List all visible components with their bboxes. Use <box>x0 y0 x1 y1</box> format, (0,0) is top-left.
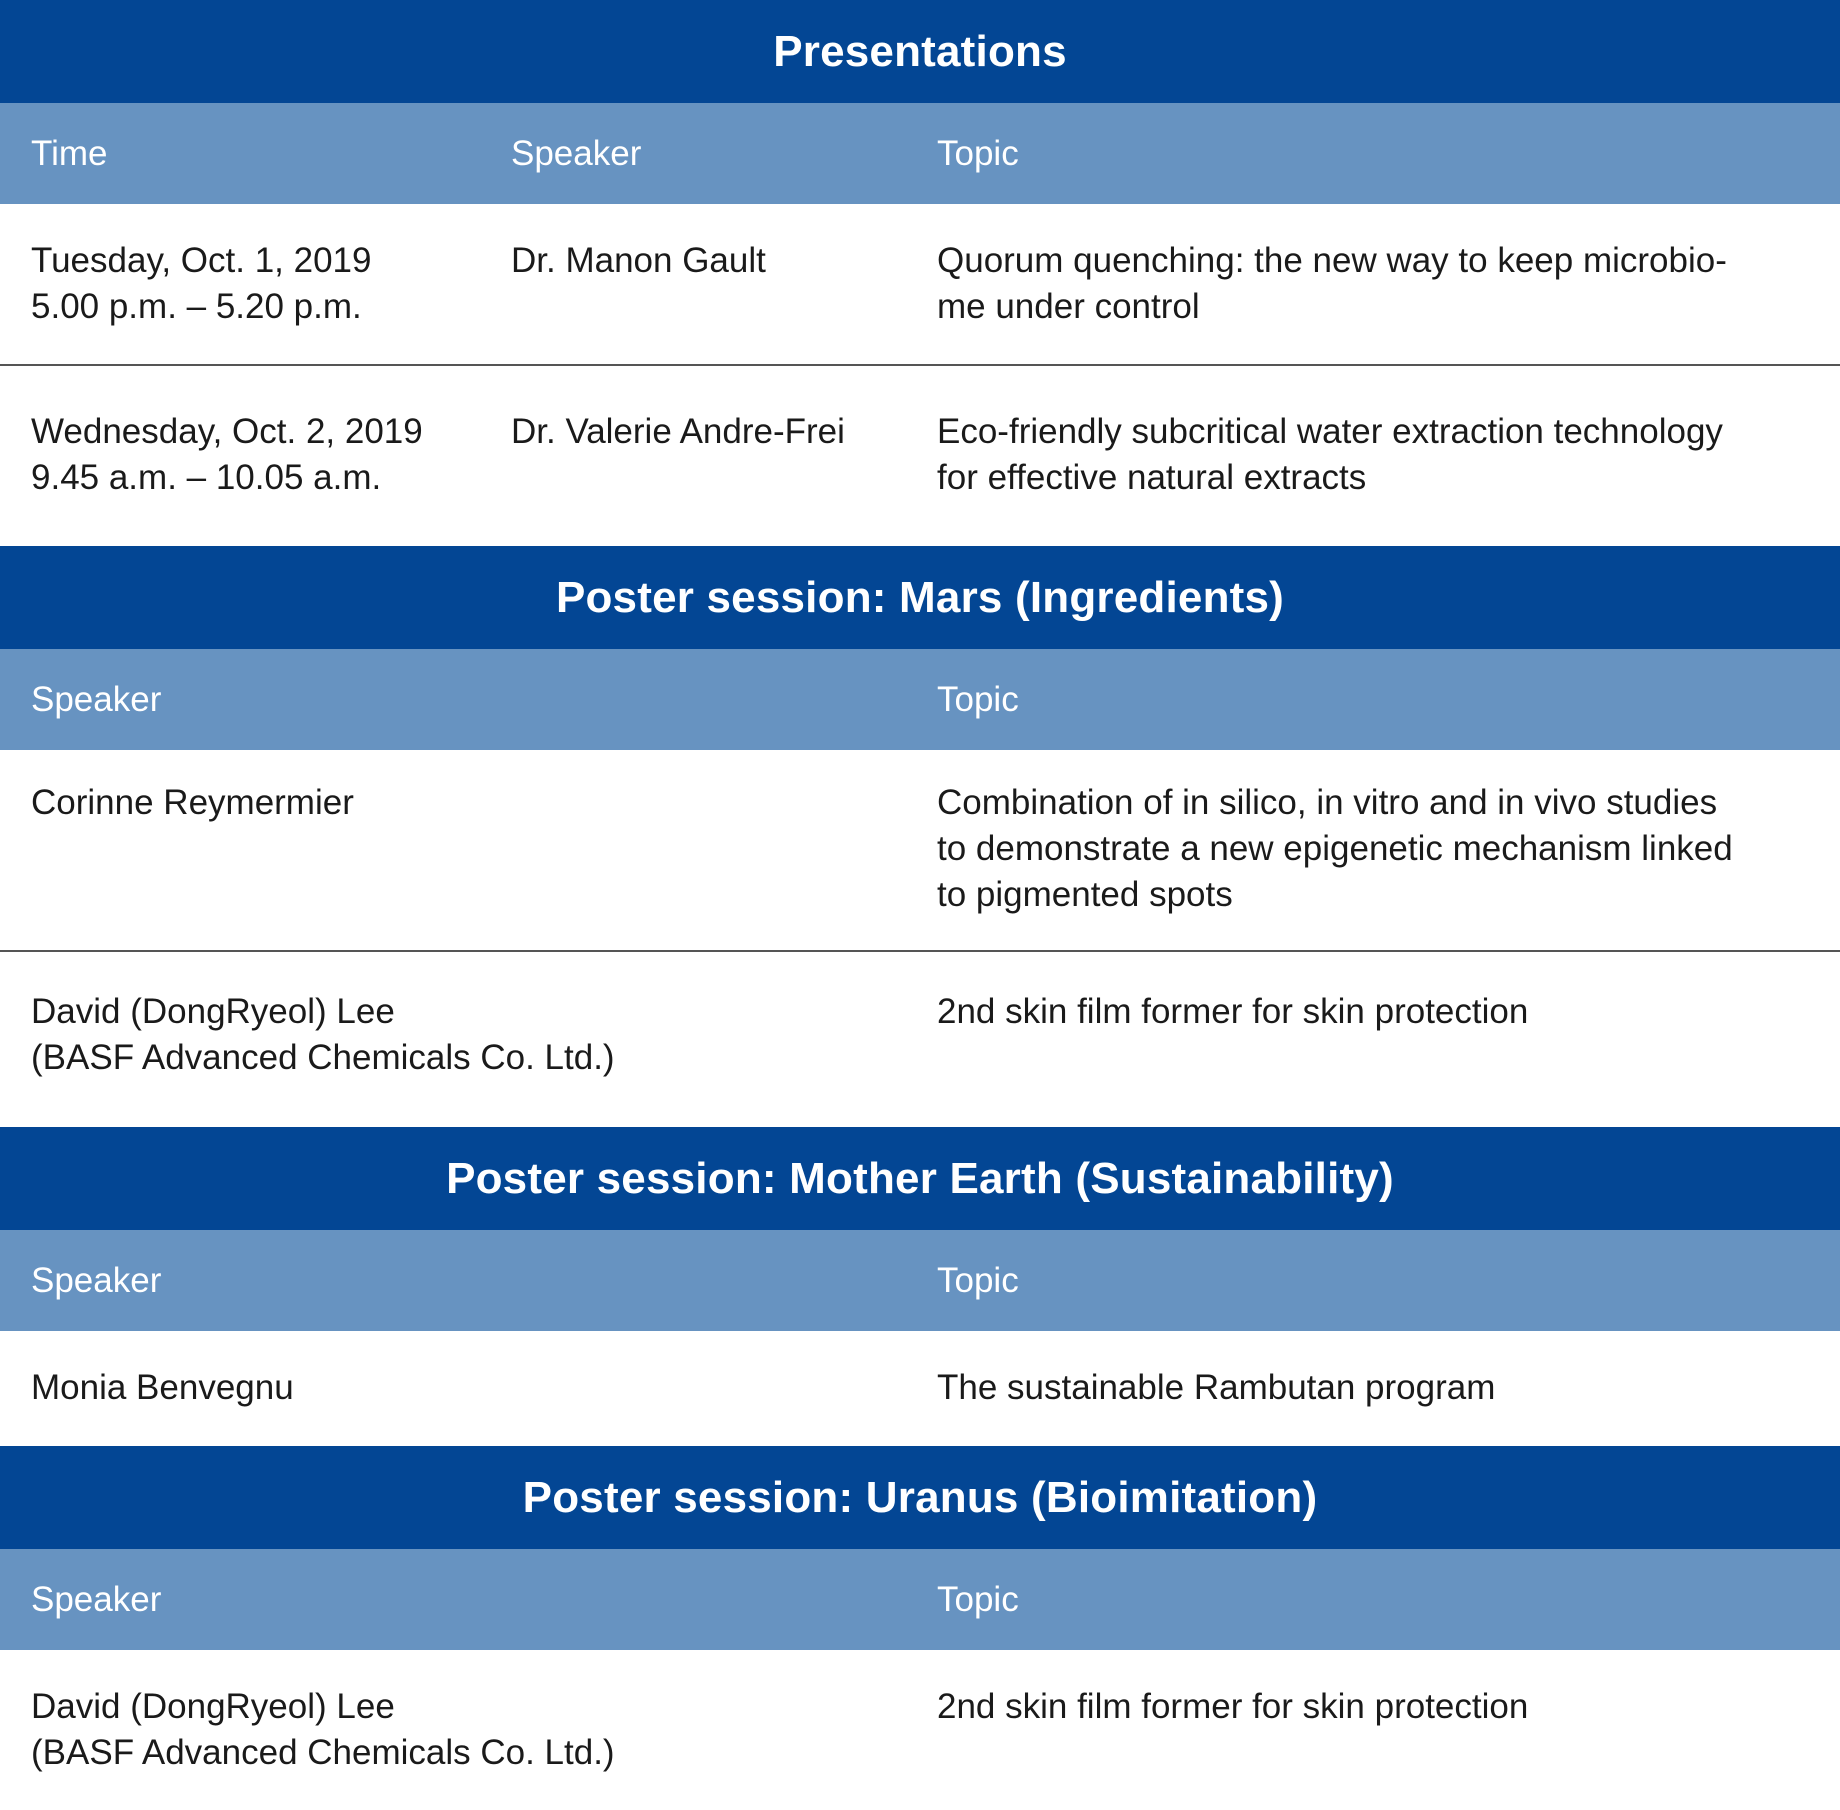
topic-line: me under control <box>937 287 1200 326</box>
speaker-cell <box>0 780 937 950</box>
earth-column-headers <box>0 1230 1840 1331</box>
header-topic: Topic <box>937 1579 1019 1619</box>
table-row <box>0 952 1840 1127</box>
header-topic: Topic <box>937 133 1019 173</box>
header-speaker: Speaker <box>511 133 642 173</box>
speaker-name: David (DongRyeol) Lee <box>31 992 395 1031</box>
topic-cell <box>937 780 1840 950</box>
header-speaker: Speaker <box>31 1579 162 1619</box>
header-speaker: Speaker <box>31 1260 162 1300</box>
presentations-column-headers <box>0 103 1840 204</box>
topic-line: Eco-friendly subcritical water extraction technology <box>937 412 1723 451</box>
table-row <box>0 204 1840 364</box>
table-row <box>0 1331 1840 1446</box>
time-cell <box>0 238 511 364</box>
table-row <box>0 366 1840 546</box>
topic-line: 2nd skin film former for skin protection <box>937 1687 1529 1726</box>
speaker-name: Corinne Reymermier <box>31 783 354 822</box>
mars-session-title: Poster session: Mars (Ingredients) <box>0 546 1840 649</box>
time-text: 5.00 p.m. – 5.20 p.m. <box>31 287 362 326</box>
topic-line: 2nd skin film former for skin protection <box>937 992 1529 1031</box>
header-time: Time <box>31 133 108 173</box>
topic-line: The sustainable Rambutan program <box>937 1368 1496 1407</box>
speaker-cell <box>0 1365 937 1446</box>
topic-line: to demonstrate a new epigenetic mechanism linked <box>937 829 1733 868</box>
topic-cell <box>937 1365 1840 1446</box>
speaker-cell <box>0 1684 937 1810</box>
topic-cell <box>937 989 1840 1127</box>
date-text: Wednesday, Oct. 2, 2019 <box>31 412 423 451</box>
speaker-affiliation: (BASF Advanced Chemicals Co. Ltd.) <box>31 1038 615 1077</box>
header-speaker: Speaker <box>31 679 162 719</box>
date-text: Tuesday, Oct. 1, 2019 <box>31 241 372 280</box>
topic-cell <box>937 409 1840 546</box>
header-topic: Topic <box>937 679 1019 719</box>
time-text: 9.45 a.m. – 10.05 a.m. <box>31 458 382 497</box>
topic-line: to pigmented spots <box>937 875 1233 914</box>
earth-session-title: Poster session: Mother Earth (Sustainability) <box>0 1127 1840 1230</box>
uranus-session-title: Poster session: Uranus (Bioimitation) <box>0 1446 1840 1549</box>
table-row <box>0 1650 1840 1810</box>
mars-column-headers <box>0 649 1840 750</box>
speaker-cell: Dr. Valerie Andre-Frei <box>511 412 845 451</box>
topic-cell <box>937 238 1840 364</box>
uranus-column-headers <box>0 1549 1840 1650</box>
speaker-name: Monia Benvegnu <box>31 1368 294 1407</box>
topic-line: Combination of in silico, in vitro and in vivo studies <box>937 783 1718 822</box>
speaker-cell: Dr. Manon Gault <box>511 241 766 280</box>
topic-line: Quorum quenching: the new way to keep microbio- <box>937 241 1727 280</box>
speaker-affiliation: (BASF Advanced Chemicals Co. Ltd.) <box>31 1733 615 1772</box>
table-row <box>0 750 1840 950</box>
header-topic: Topic <box>937 1260 1019 1300</box>
topic-line: for effective natural extracts <box>937 458 1367 497</box>
topic-cell <box>937 1684 1840 1810</box>
speaker-name: David (DongRyeol) Lee <box>31 1687 395 1726</box>
time-cell <box>0 409 511 546</box>
presentations-title: Presentations <box>0 0 1840 103</box>
speaker-cell <box>0 989 937 1127</box>
